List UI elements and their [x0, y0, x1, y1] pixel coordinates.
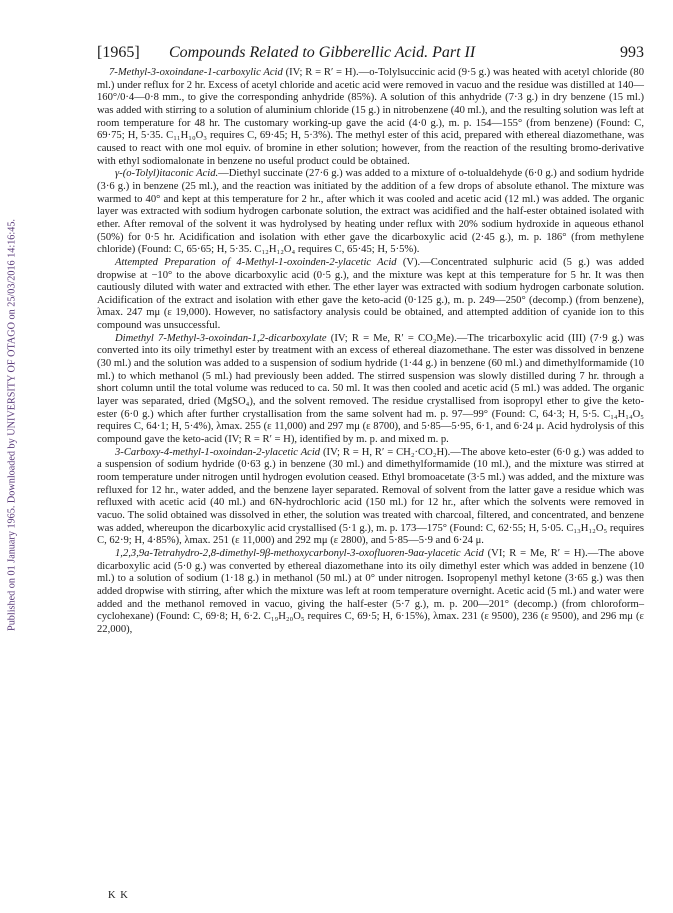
paragraph-text: (IV; R = H, R′ = CH₂·CO₂H).—The above keto-ester (6·0 g.) was added to a suspension of sodium hydride (0·63 g.) in benzene (30 ml.) and dimethylformamide (10 ml.), and the mixture was stirred at room temperature under nitrogen until hydrogen evolution ceased. Ethyl bromoacetate (3·5 ml.) was added, and the mixture was refluxed for 12 hr., water added, and the benzene layer separated. Removal of solvent from the latter gave a residue which was refluxed with acetic acid (40 ml.) and 6N-hydrochloric acid (150 ml.) for 12 hr., after which the solvents were removed in vacuo. The solid obtained was dissolved in ether, the solution was treated with charcoal, filtered, and concentrated, and benzene was added, whereupon the dicarboxylic acid crystallised (5·1 g.), m. p. 173—175° (Found: C, 62·55; H, 5·05. C₁₃H₁₂O₅ requires C, 62·9; H, 4·85%), λmax. 251 (ε 11,000) and 292 mμ (ε 2800), and 5·85—5·9 and 6·24 μ.	[97, 446, 644, 547]
page-number: 993	[620, 44, 644, 61]
signature-mark: K K	[108, 890, 129, 901]
compound-heading: 3-Carboxy-4-methyl-1-oxoindan-2-ylacetic Acid	[115, 446, 321, 458]
paragraph-text: (IV; R = Me, R′ = CO₂Me).—The tricarboxylic acid (III) (7·9 g.) was converted into its oily trimethyl ester by treatment with an excess of ethereal diazomethane. The ester was dissolved in benzene (30 ml.) and the solution was added to a suspension of sodium hydride (1·44 g.) in benzene (60 ml.) and dimethylformamide (10 ml.) to which methanol (5 ml.) had previously been added. The stirred suspension was slowly distilled during 7 hr. through a short column until the total volume was reduced to ca. 50 ml. It was then cooled and acetic acid (5 ml.) was added. The organic layer was separated, dried (MgSO₄), and the solvent removed. The residue crystallised from isopropyl ether to give the keto-ester (6·0 g.) which after further crystallisation from the same solvent had m. p. 97—99° (Found: C, 64·3; H, 5·5. C₁₄H₁₄O₅ requires C, 64·1; H, 5·4%), λmax. 255 (ε 11,000) and 297 mμ (ε 8700), and 5·85—5·95, 6·1, and 6·24 μ. Acid hydrolysis of this compound gave the keto-acid (IV; R = R′ = H), identified by m. p. and mixed m. p.	[97, 332, 644, 446]
paragraph	[97, 447, 644, 548]
download-note-text: Published on 01 January 1965. Downloaded by UNIVERSITY OF OTAGO on 25/03/2016 14:16:45.	[6, 219, 18, 631]
compound-heading: Dimethyl 7-Methyl-3-oxoindan-1,2-dicarboxylate	[115, 332, 327, 344]
paragraph	[97, 333, 644, 447]
compound-heading: γ-(o-Tolyl)itaconic Acid.	[115, 168, 219, 180]
page-header	[97, 44, 644, 66]
header-year: [1965]	[97, 44, 140, 61]
paragraph-text: (V).—Concentrated sulphuric acid (5 g.) was added dropwise at −10° to the above dicarboxylic acid (0·5 g.), and the mixture was kept at this temperature for 5 hr. It was then cautiously diluted with water and extracted with ether. The ether layer was extracted with sodium hydrogen carbonate solution. Acidification of the extract and isolation with ether gave the keto-acid (0·125 g.), m. p. 249—250° (decomp.) (from benzene), λmax. 247 mμ (ε 19,000). However, no satisfactory analysis could be obtained, and attempted addition of cyanide ion to this compound was unsuccessful.	[97, 256, 644, 332]
paragraph	[97, 168, 644, 257]
download-watermark	[2, 150, 22, 700]
article-body	[97, 67, 644, 637]
header-title: Compounds Related to Gibberellic Acid. Part II	[169, 44, 476, 61]
compound-heading: Attempted Preparation of 4-Methyl-1-oxoinden-2-ylacetic Acid	[115, 256, 397, 268]
compound-heading: 7-Methyl-3-oxoindane-1-carboxylic Acid	[109, 67, 283, 78]
paragraph	[97, 257, 644, 333]
paragraph-text: —Diethyl succinate (27·6 g.) was added to a mixture of o-tolualdehyde (6·0 g.) and sodium hydride (3·6 g.) in benzene (25 ml.), and the reaction was initiated by the addition of a few drops of absolute ethanol. The mixture was warmed to 40° and kept at this temperature for 2 hr., after which it was cooled and acetic acid (12 ml.) was added. The organic layer was extracted with sodium hydrogen carbonate solution, the extract was acidified and the half-ester obtained isolated with ether. After removal of the solvent it was hydrolysed by heating under reflux with 20% sodium hydroxide in aqueous ethanol (50%) for 0·5 hr. Acidification and isolation with ether gave the dicarboxylic acid (2·45 g.), m. p. 186° (from methylene chloride) (Found: C, 65·65; H, 5·35. C₁₂H₁₂O₄ requires C, 65·45; H, 5·5%).	[97, 168, 645, 256]
paragraph-text: (VI; R = Me, R′ = H).—The above dicarboxylic acid (5·0 g.) was converted by ethereal diazomethane into its oily dimethyl ester which was added in benzene (10 ml.) to a solution of sodium (1·18 g.) in methanol (50 ml.) at 0° under nitrogen. Isopropenyl methyl ketone (3·65 g.) was then added dropwise with stirring, after which the mixture was left at room temperature overnight. Acetic acid (5 ml.) and water were added and the methanol removed in vacuo, giving the half-ester (5·7 g.), m. p. 200—201° (decomp.) (from chloroform–cyclohexane) (Found: C, 69·8; H, 6·2. C₁₉H₂₀O₅ requires C, 69·5; H, 6·15%), λmax. 231 (ε 9500), 236 (ε 9500), and 296 mμ (ε 22,000),	[97, 547, 644, 635]
paragraph	[97, 548, 644, 637]
paragraph	[97, 67, 644, 168]
compound-heading: 1,2,3,9a-Tetrahydro-2,8-dimethyl-9β-methoxycarbonyl-3-oxofluoren-9aα-ylacetic Acid	[115, 547, 484, 559]
paragraph-text: (IV; R = R′ = H).—o-Tolylsuccinic acid (9·5 g.) was heated with acetyl chloride (80 ml.) under reflux for 2 hr. Excess of acetyl chloride and acetic acid were removed in vacuo and the residue was distilled at 140—160°/0·4—0·8 mm., to give the corresponding anhydride (85%). A solution of this anhydride (7·3 g.) in dry benzene (15 ml.) was added with stirring to a solution of aluminium chloride (15 g.) in nitrobenzene (40 ml.), and the resulting solution was left at room temperature for 48 hr. The customary working-up gave the acid (4·0 g.), m. p. 154—155° (from benzene) (Found: C, 69·75; H, 5·35. C₁₁H₁₀O₃ requires C, 69·45; H, 5·3%). The methyl ester of this acid, prepared with ethereal diazomethane, was caused to react with one mol equiv. of bromine in ether solution; however, from the reaction of the resulting bromo-derivative with ethyl sodiomalonate in benzene no useful product could be obtained.	[97, 67, 644, 167]
